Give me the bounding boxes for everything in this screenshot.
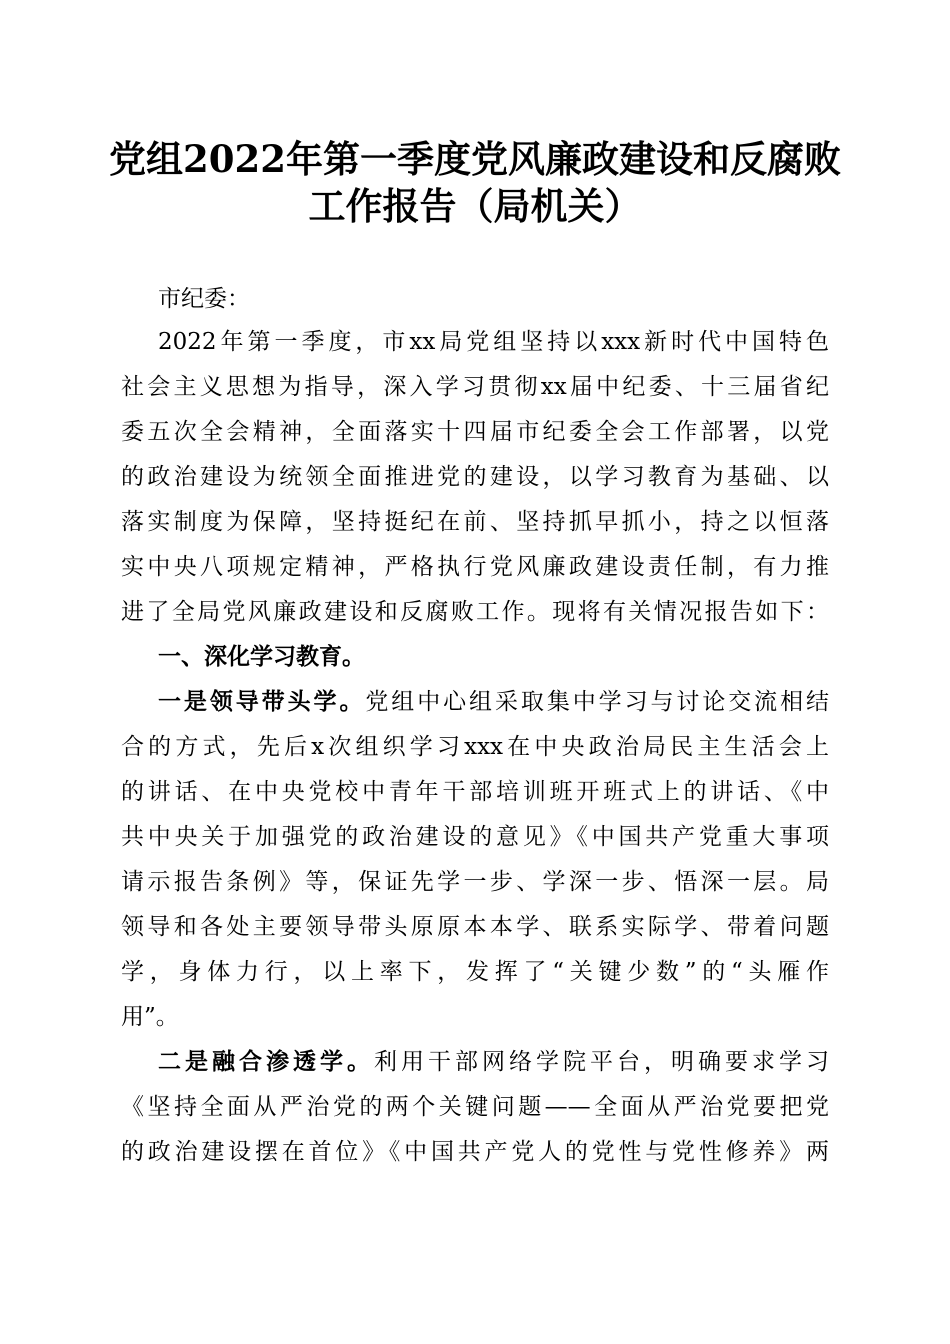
paragraph-line bbox=[158, 1042, 829, 1082]
paragraph-line: 合的方式，先后x次组织学习xxx在中央政治局民主生活会上 bbox=[121, 734, 829, 760]
paragraph-text: 党组中心组采取集中学习与讨论交流相结 bbox=[365, 689, 830, 715]
salutation: 市纪委： bbox=[158, 286, 250, 312]
paragraph-line: 委五次全会精神，全面落实十四届市纪委全会工作部署，以党 bbox=[121, 419, 829, 445]
section-heading: 一、深化学习教育。 bbox=[158, 644, 365, 670]
paragraph-line: 请示报告条例》等，保证先学一步、学深一步、悟深一层。局 bbox=[121, 869, 829, 895]
paragraph-line: 共中央关于加强党的政治建设的意见》《中国共产党重大事项 bbox=[121, 824, 829, 850]
paragraph-line: 进了全局党风廉政建设和反腐败工作。现将有关情况报告如下： bbox=[121, 599, 829, 625]
paragraph-text: 利用干部网络学院平台，明确要求学习 bbox=[374, 1049, 829, 1075]
paragraph-line bbox=[158, 682, 829, 722]
paragraph-line: 落实制度为保障，坚持挺纪在前、坚持抓早抓小，持之以恒落 bbox=[121, 509, 829, 535]
document-title-line-1: 党组2022年第一季度党风廉政建设和反腐败 bbox=[109, 137, 841, 181]
paragraph-line: 的讲话、在中央党校中青年干部培训班开班式上的讲话、《中 bbox=[121, 779, 829, 805]
paragraph-line: 社会主义思想为指导，深入学习贯彻xx届中纪委、十三届省纪 bbox=[121, 374, 829, 400]
paragraph-line: 的政治建设为统领全面推进党的建设，以学习教育为基础、以 bbox=[121, 464, 829, 490]
paragraph-line: 2022年第一季度，市xx局党组坚持以xxx新时代中国特色 bbox=[158, 329, 829, 355]
paragraph-lead: 一是领导带头学。 bbox=[158, 688, 366, 715]
paragraph-lead: 二是融合渗透学。 bbox=[158, 1048, 374, 1075]
paragraph-line: 用”。 bbox=[121, 1004, 179, 1030]
paragraph-line: 的政治建设摆在首位》《中国共产党人的党性与党性修养》两 bbox=[121, 1139, 829, 1165]
paragraph-line: 学，身体力行，以上率下，发挥了“关键少数”的“头雁作 bbox=[121, 959, 829, 985]
paragraph-line: 领导和各处主要领导带头原原本本学、联系实际学、带着问题 bbox=[121, 914, 829, 940]
paragraph-line: 《坚持全面从严治党的两个关键问题——全面从严治党要把党 bbox=[121, 1094, 829, 1120]
document-title-line-2: 工作报告（局机关） bbox=[308, 184, 642, 228]
paragraph-line: 实中央八项规定精神，严格执行党风廉政建设责任制，有力推 bbox=[121, 554, 829, 580]
